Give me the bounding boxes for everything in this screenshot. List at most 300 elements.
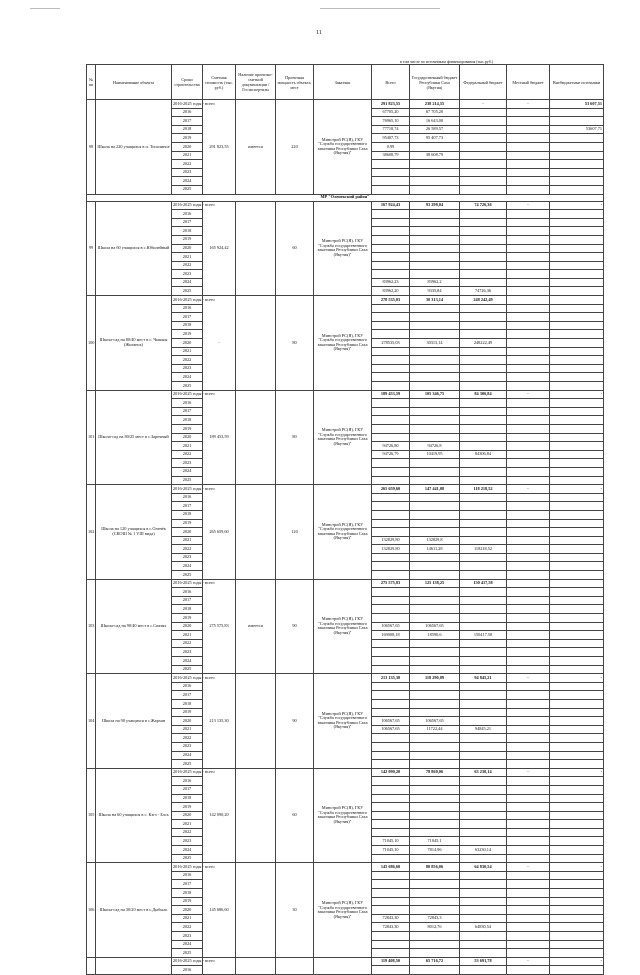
total-cell <box>372 227 410 236</box>
state-cell <box>410 682 460 691</box>
year-cell: 2019 <box>172 235 203 244</box>
section-row <box>87 194 604 201</box>
extra-cell: - <box>550 957 604 966</box>
extra-cell <box>550 510 604 519</box>
federal-cell <box>460 510 507 519</box>
state-cell <box>410 596 460 605</box>
federal-cell <box>460 897 507 906</box>
federal-cell <box>460 218 507 227</box>
state-cell: 30313,14 <box>410 339 460 348</box>
local-cell <box>507 519 550 528</box>
local-cell <box>507 717 550 726</box>
state-cell <box>410 235 460 244</box>
total-cell <box>372 493 410 502</box>
state-cell <box>410 459 460 468</box>
federal-cell <box>460 751 507 760</box>
object-number: 103 <box>87 579 96 674</box>
year-cell: 2016-2025 годы - всего <box>172 863 203 872</box>
total-cell <box>372 811 410 820</box>
local-cell <box>507 932 550 941</box>
total-cell: 77718,74 <box>372 125 410 134</box>
federal-cell <box>460 493 507 502</box>
year-cell: 2018 <box>172 227 203 236</box>
total-cell: 145 686,60 <box>372 863 410 872</box>
state-cell <box>410 510 460 519</box>
extra-cell <box>550 596 604 605</box>
year-cell: 2025 <box>172 760 203 769</box>
object-capacity: 80 <box>276 390 314 485</box>
total-cell: 278535,03 <box>372 339 410 348</box>
extra-cell <box>550 502 604 511</box>
year-cell: 2025 <box>172 185 203 194</box>
extra-cell <box>550 218 604 227</box>
total-cell <box>372 596 410 605</box>
object-name: Школа-сад на 30/20 мест в с.Дыбыль <box>96 863 172 958</box>
local-cell <box>507 416 550 425</box>
federal-cell <box>460 459 507 468</box>
federal-cell: 94845,21 <box>460 725 507 734</box>
state-cell <box>410 160 460 169</box>
table-row <box>87 100 604 109</box>
local-cell <box>507 691 550 700</box>
extra-cell <box>550 185 604 194</box>
local-cell <box>507 399 550 408</box>
total-cell: 119 408,50 <box>372 957 410 966</box>
state-cell: 71045,1 <box>410 837 460 846</box>
extra-cell <box>550 108 604 117</box>
extra-cell <box>550 519 604 528</box>
local-cell <box>507 528 550 537</box>
local-cell <box>507 278 550 287</box>
year-cell: 2016 <box>172 966 203 975</box>
federal-cell <box>460 734 507 743</box>
state-cell <box>410 330 460 339</box>
year-cell: 2021 <box>172 253 203 262</box>
year-cell: 2022 <box>172 828 203 837</box>
federal-cell <box>460 382 507 391</box>
object-capacity <box>276 957 314 974</box>
state-cell: 67 705,20 <box>410 108 460 117</box>
total-cell <box>372 373 410 382</box>
federal-cell: - <box>460 100 507 109</box>
total-cell <box>372 510 410 519</box>
local-cell <box>507 185 550 194</box>
table-row <box>87 201 604 210</box>
extra-cell: 53607,71 <box>550 125 604 134</box>
local-cell <box>507 382 550 391</box>
federal-cell <box>460 691 507 700</box>
federal-cell <box>460 794 507 803</box>
extra-cell <box>550 493 604 502</box>
federal-cell <box>460 185 507 194</box>
federal-cell <box>460 177 507 186</box>
object-name: Школа-сад на 80/25 мест в с.Заречный <box>96 390 172 485</box>
object-number: 104 <box>87 674 96 769</box>
local-cell <box>507 160 550 169</box>
state-cell: 125 158,25 <box>410 579 460 588</box>
state-cell <box>410 966 460 975</box>
extra-cell <box>550 906 604 915</box>
total-cell: 94726,79 <box>372 450 410 459</box>
local-cell: - <box>507 957 550 966</box>
state-cell <box>410 811 460 820</box>
extra-cell: 53 607,51 <box>550 100 604 109</box>
total-cell: 278 535,03 <box>372 296 410 305</box>
local-cell <box>507 339 550 348</box>
total-cell: 291 823,55 <box>372 100 410 109</box>
federal-cell <box>460 785 507 794</box>
state-cell: 30 313,14 <box>410 296 460 305</box>
year-cell: 2020 <box>172 906 203 915</box>
year-cell: 2024 <box>172 657 203 666</box>
extra-cell <box>550 760 604 769</box>
year-cell: 2021 <box>172 536 203 545</box>
extra-cell: - <box>550 863 604 872</box>
year-cell: 2025 <box>172 382 203 391</box>
state-cell: 14611,28 <box>410 545 460 554</box>
federal-cell <box>460 717 507 726</box>
total-cell: 67705,20 <box>372 108 410 117</box>
federal-cell <box>460 278 507 287</box>
year-cell: 2024 <box>172 562 203 571</box>
federal-cell: 63230,14 <box>460 846 507 855</box>
extra-cell <box>550 949 604 958</box>
year-cell: 2016-2025 годы - всего <box>172 579 203 588</box>
extra-cell <box>550 871 604 880</box>
extra-cell <box>550 321 604 330</box>
state-cell <box>410 168 460 177</box>
state-cell: 94726,8 <box>410 442 460 451</box>
extra-cell <box>550 579 604 588</box>
object-name: Школа на 60 учащихся в с.Юбилейный <box>96 201 172 296</box>
header-cost: Сметная стоимость (тыс. руб.) <box>203 65 236 100</box>
object-cost: 291 823,55 <box>203 100 236 195</box>
state-cell <box>410 304 460 313</box>
local-cell <box>507 117 550 126</box>
year-cell: 2023 <box>172 553 203 562</box>
local-cell <box>507 493 550 502</box>
federal-cell: 94 845,21 <box>460 674 507 683</box>
total-cell: 265 659,60 <box>372 485 410 494</box>
top-edge-line <box>320 8 440 9</box>
object-name: Школа-сад на 80/40 мест в с. Чышкы (Жиганск) <box>96 296 172 391</box>
total-cell <box>372 742 410 751</box>
year-cell: 2016 <box>172 777 203 786</box>
total-cell <box>372 244 410 253</box>
total-cell <box>372 897 410 906</box>
local-cell <box>507 906 550 915</box>
local-cell <box>507 502 550 511</box>
state-cell <box>410 519 460 528</box>
year-cell: 2024 <box>172 373 203 382</box>
state-cell <box>410 897 460 906</box>
object-capacity: 90 <box>276 674 314 769</box>
header-total: Всего <box>372 65 410 100</box>
extra-cell <box>550 742 604 751</box>
extra-cell: - <box>550 390 604 399</box>
extra-cell <box>550 725 604 734</box>
object-cost: 142 090,20 <box>203 768 236 863</box>
federal-cell <box>460 347 507 356</box>
federal-cell <box>460 914 507 923</box>
federal-cell <box>460 416 507 425</box>
header-years: Сроки строительства <box>172 65 203 100</box>
extra-cell <box>550 278 604 287</box>
local-cell <box>507 846 550 855</box>
year-cell: 2025 <box>172 571 203 580</box>
state-cell <box>410 253 460 262</box>
federal-cell <box>460 433 507 442</box>
total-cell <box>372 760 410 769</box>
object-capacity: 120 <box>276 485 314 580</box>
extra-cell <box>550 717 604 726</box>
table-row <box>87 957 604 966</box>
header-docs: Наличие проектно-сметной документации /Госэкспертизы <box>236 65 276 100</box>
total-cell <box>372 502 410 511</box>
year-cell: 2017 <box>172 596 203 605</box>
state-cell <box>410 382 460 391</box>
federal-cell <box>460 760 507 769</box>
federal-cell: 248 242,49 <box>460 296 507 305</box>
object-docs <box>236 768 276 863</box>
state-cell <box>410 571 460 580</box>
state-cell <box>410 785 460 794</box>
federal-cell <box>460 160 507 169</box>
federal-cell: 150417,58 <box>460 631 507 640</box>
federal-cell <box>460 803 507 812</box>
total-cell <box>372 235 410 244</box>
state-cell <box>410 218 460 227</box>
object-cost: - <box>203 296 236 391</box>
object-cost: 189 453,59 <box>203 390 236 485</box>
year-cell: 2017 <box>172 785 203 794</box>
year-cell: 2024 <box>172 278 203 287</box>
extra-cell <box>550 528 604 537</box>
year-cell: 2020 <box>172 717 203 726</box>
extra-cell <box>550 828 604 837</box>
federal-cell: 74 726,36 <box>460 201 507 210</box>
state-cell: 118 290,09 <box>410 674 460 683</box>
local-cell <box>507 476 550 485</box>
total-cell <box>372 803 410 812</box>
year-cell: 2017 <box>172 407 203 416</box>
extra-cell <box>550 424 604 433</box>
state-cell <box>410 313 460 322</box>
year-cell: 2021 <box>172 725 203 734</box>
total-cell <box>372 871 410 880</box>
year-cell: 2018 <box>172 794 203 803</box>
local-cell <box>507 571 550 580</box>
state-cell <box>410 742 460 751</box>
federal-cell <box>460 235 507 244</box>
year-cell: 2023 <box>172 837 203 846</box>
total-cell <box>372 399 410 408</box>
federal-cell <box>460 313 507 322</box>
federal-cell: 84306,84 <box>460 450 507 459</box>
federal-cell <box>460 142 507 151</box>
total-cell <box>372 528 410 537</box>
extra-cell <box>550 244 604 253</box>
local-cell <box>507 270 550 279</box>
extra-cell <box>550 545 604 554</box>
year-cell: 2016-2025 годы - всего <box>172 100 203 109</box>
federal-cell: 150 417,58 <box>460 579 507 588</box>
local-cell: - <box>507 863 550 872</box>
year-cell: 2023 <box>172 270 203 279</box>
state-cell <box>410 639 460 648</box>
local-cell <box>507 605 550 614</box>
total-cell: 106567,65 <box>372 622 410 631</box>
extra-cell <box>550 450 604 459</box>
state-cell: 16 643,00 <box>410 117 460 126</box>
extra-cell <box>550 235 604 244</box>
header-state: Государственный бюджет Республики Саха (Якутия) <box>410 65 460 100</box>
local-cell <box>507 708 550 717</box>
header-extra: Внебюджетные источники <box>550 65 604 100</box>
local-cell <box>507 777 550 786</box>
total-cell <box>372 270 410 279</box>
total-cell <box>372 571 410 580</box>
local-cell <box>507 657 550 666</box>
state-cell <box>410 734 460 743</box>
state-cell: 38 608,79 <box>410 151 460 160</box>
state-cell <box>410 614 460 623</box>
total-cell: 38608,79 <box>372 151 410 160</box>
extra-cell <box>550 399 604 408</box>
federal-cell <box>460 889 507 898</box>
extra-cell <box>550 270 604 279</box>
total-cell <box>372 785 410 794</box>
year-cell: 2018 <box>172 510 203 519</box>
objects-table <box>86 64 604 975</box>
state-cell <box>410 889 460 898</box>
federal-cell <box>460 536 507 545</box>
federal-cell <box>460 442 507 451</box>
extra-cell <box>550 459 604 468</box>
local-cell <box>507 296 550 305</box>
federal-cell <box>460 261 507 270</box>
local-cell <box>507 235 550 244</box>
local-cell <box>507 142 550 151</box>
object-customer: Минстрой РС(Я), ГКУ "Служба государственного заказчика Республики Саха (Якутия)" <box>314 485 372 580</box>
state-cell <box>410 364 460 373</box>
object-docs: имеется <box>236 579 276 674</box>
year-cell: 2016 <box>172 493 203 502</box>
federal-cell <box>460 837 507 846</box>
year-cell: 2016-2025 годы - всего <box>172 768 203 777</box>
total-cell <box>372 364 410 373</box>
year-cell: 2023 <box>172 932 203 941</box>
federal-cell: 84 306,84 <box>460 390 507 399</box>
object-number: 102 <box>87 485 96 580</box>
extra-cell <box>550 442 604 451</box>
year-cell: 2021 <box>172 820 203 829</box>
year-cell: 2024 <box>172 846 203 855</box>
year-cell: 2020 <box>172 811 203 820</box>
object-customer: Минстрой РС(Я), ГКУ "Служба государственного заказчика Республики Саха (Якутия)" <box>314 579 372 674</box>
federal-cell <box>460 304 507 313</box>
state-cell: 78 860,06 <box>410 768 460 777</box>
year-cell: 2018 <box>172 416 203 425</box>
extra-cell <box>550 665 604 674</box>
extra-cell <box>550 467 604 476</box>
extra-cell <box>550 304 604 313</box>
state-cell <box>410 424 460 433</box>
year-cell: 2022 <box>172 160 203 169</box>
local-cell <box>507 168 550 177</box>
extra-cell <box>550 648 604 657</box>
object-docs <box>236 674 276 769</box>
total-cell <box>372 459 410 468</box>
local-cell <box>507 596 550 605</box>
object-customer: Минстрой РС(Я), ГКУ "Служба государственного заказчика Республики Саха (Якутия)" <box>314 201 372 296</box>
year-cell: 2022 <box>172 639 203 648</box>
federal-cell <box>460 244 507 253</box>
federal-cell <box>460 682 507 691</box>
year-cell: 2016 <box>172 399 203 408</box>
total-cell: 71045,10 <box>372 846 410 855</box>
state-cell <box>410 476 460 485</box>
federal-cell <box>460 665 507 674</box>
table-row <box>87 863 604 872</box>
federal-cell <box>460 828 507 837</box>
extra-cell <box>550 313 604 322</box>
state-cell <box>410 433 460 442</box>
local-cell <box>507 253 550 262</box>
year-cell: 2016 <box>172 210 203 219</box>
object-customer: Минстрой РС(Я), ГКУ "Служба государственного заказчика Республики Саха (Якутия)" <box>314 100 372 195</box>
local-cell <box>507 304 550 313</box>
year-cell: 2025 <box>172 476 203 485</box>
year-cell: 2023 <box>172 459 203 468</box>
federal-cell <box>460 227 507 236</box>
total-cell <box>372 820 410 829</box>
year-cell: 2016-2025 годы - всего <box>172 674 203 683</box>
extra-cell <box>550 433 604 442</box>
federal-cell <box>460 777 507 786</box>
state-cell: 7814,96 <box>410 846 460 855</box>
state-cell <box>410 416 460 425</box>
state-cell <box>410 940 460 949</box>
object-capacity: 30 <box>276 863 314 958</box>
federal-cell <box>460 932 507 941</box>
state-cell: 80 856,06 <box>410 863 460 872</box>
state-cell <box>410 210 460 219</box>
extra-cell <box>550 940 604 949</box>
object-capacity: 80 <box>276 296 314 391</box>
local-cell <box>507 631 550 640</box>
object-customer: Минстрой РС(Я), ГКУ "Служба государственного заказчика Республики Саха (Якутия)" <box>314 674 372 769</box>
total-cell <box>372 218 410 227</box>
extra-cell <box>550 210 604 219</box>
total-cell <box>372 794 410 803</box>
year-cell: 2016 <box>172 682 203 691</box>
header-row <box>87 65 604 100</box>
total-cell <box>372 185 410 194</box>
federal-cell <box>460 364 507 373</box>
year-cell: 2019 <box>172 519 203 528</box>
year-cell: 2021 <box>172 442 203 451</box>
federal-cell <box>460 330 507 339</box>
local-cell <box>507 880 550 889</box>
state-cell: 72843,3 <box>410 914 460 923</box>
state-cell: 18590,6 <box>410 631 460 640</box>
federal-cell <box>460 117 507 126</box>
extra-cell <box>550 253 604 262</box>
federal-cell <box>460 742 507 751</box>
extra-cell <box>550 854 604 863</box>
year-cell: 2020 <box>172 142 203 151</box>
